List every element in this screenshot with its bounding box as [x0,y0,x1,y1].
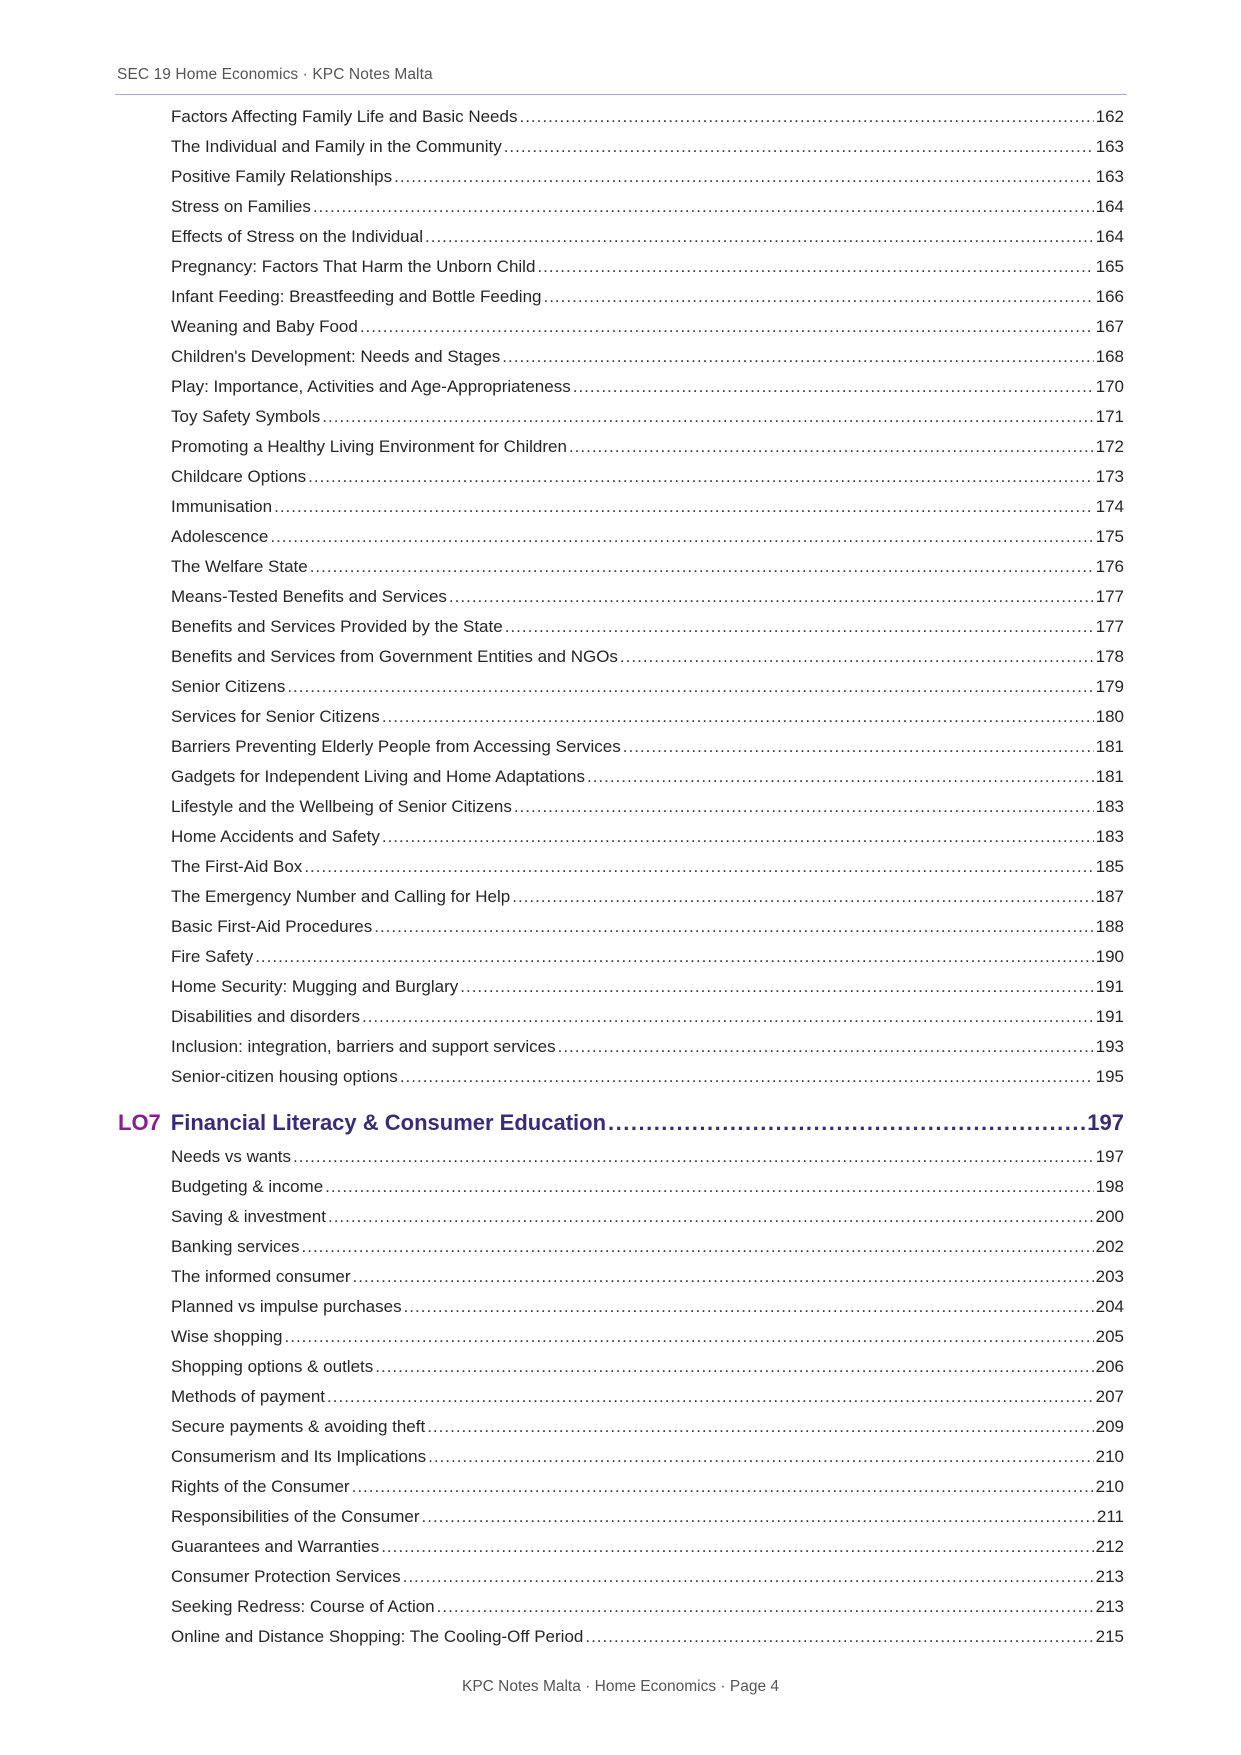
toc-entry-title: Pregnancy: Factors That Harm the Unborn Child [171,257,536,276]
toc-entry-title: Saving & investment [171,1207,326,1226]
toc-entry-title: Senior-citizen housing options [171,1067,398,1086]
toc-entry-page-number: 172 [1095,437,1124,456]
dot-leader [313,196,1094,218]
toc-entry[interactable] [0,526,1241,556]
dot-leader [382,826,1094,848]
toc-entry[interactable] [0,946,1241,976]
toc-entry-page-number: 195 [1095,1067,1124,1086]
toc-entry-title: Disabilities and disorders [171,1007,360,1026]
toc-entry-page-number: 198 [1095,1177,1124,1196]
toc-entry-title: Stress on Families [171,197,311,216]
toc-entry[interactable] [0,1356,1241,1386]
toc-entry-title: Benefits and Services Provided by the State [171,617,503,636]
toc-entry-title: Means-Tested Benefits and Services [171,587,447,606]
toc-entry[interactable] [0,226,1241,256]
toc-entry-page-number: 213 [1095,1567,1124,1586]
dot-leader [310,556,1094,578]
toc-entry[interactable] [0,766,1241,796]
header-divider [115,94,1127,95]
toc-section-heading-lo7[interactable] [0,1112,1241,1146]
toc-entry-page-number: 211 [1096,1507,1124,1526]
dot-leader [623,736,1094,758]
table-of-contents [0,106,1241,1656]
toc-entry-title: Banking services [171,1237,300,1256]
toc-entry-title: Guarantees and Warranties [171,1537,380,1556]
toc-entry-page-number: 202 [1095,1237,1124,1256]
toc-entry-page-number: 190 [1095,947,1124,966]
toc-entry[interactable] [0,346,1241,376]
dot-leader [400,1066,1094,1088]
toc-entry[interactable] [0,556,1241,586]
toc-entry-title: Childcare Options [171,467,307,486]
dot-leader [437,1596,1094,1618]
toc-entry-page-number: 164 [1095,227,1124,246]
toc-entry-title: The Emergency Number and Calling for Help [171,887,511,906]
toc-entry[interactable] [0,1596,1241,1626]
toc-entry[interactable] [0,646,1241,676]
toc-entry-title: Consumerism and Its Implications [171,1447,427,1466]
toc-entry-title: Senior Citizens [171,677,286,696]
toc-entry-title: Toy Safety Symbols [171,407,321,426]
dot-leader [449,586,1094,608]
toc-entry[interactable] [0,376,1241,406]
dot-leader [274,496,1094,518]
toc-entry[interactable] [0,1176,1241,1206]
dot-leader [502,346,1093,368]
toc-entry-title: Weaning and Baby Food [171,317,358,336]
toc-entry[interactable] [0,616,1241,646]
dot-leader [428,1446,1094,1468]
toc-entry-page-number: 210 [1095,1477,1124,1496]
section-code: LO7 [118,1110,161,1135]
page-header: SEC 19 Home Economics · KPC Notes Malta [117,66,433,83]
toc-entry-title: Children's Development: Needs and Stages [171,347,501,366]
toc-entry-page-number: 163 [1095,137,1124,156]
toc-entry-title: Services for Senior Citizens [171,707,380,726]
toc-entry-page-number: 177 [1095,617,1124,636]
toc-entry-page-number: 171 [1095,407,1124,426]
toc-entry-title: Home Accidents and Safety [171,827,380,846]
dot-leader [394,166,1094,188]
toc-entry-page-number: 163 [1095,167,1124,186]
dot-leader [460,976,1093,998]
toc-entry-title: The First-Aid Box [171,857,303,876]
toc-entry-page-number: 183 [1095,827,1124,846]
dot-leader [293,1146,1094,1168]
toc-entry[interactable] [0,856,1241,886]
dot-leader [585,1626,1093,1648]
toc-entry-page-number: 203 [1095,1267,1124,1286]
toc-entry-title: Wise shopping [171,1327,283,1346]
toc-entry-page-number: 212 [1095,1537,1124,1556]
toc-entry-title: Immunisation [171,497,273,516]
dot-leader [362,1006,1094,1028]
toc-entry-page-number: 188 [1095,917,1124,936]
toc-entry[interactable] [0,106,1241,136]
toc-entry-page-number: 209 [1095,1417,1124,1436]
toc-entry-page-number: 187 [1095,887,1124,906]
dot-leader [325,1176,1093,1198]
toc-entry[interactable] [0,1446,1241,1476]
toc-entry[interactable] [0,256,1241,286]
toc-entry[interactable] [0,496,1241,526]
dot-leader [270,526,1093,548]
toc-entry-title: Home Security: Mugging and Burglary [171,977,459,996]
toc-entry[interactable] [0,1266,1241,1296]
toc-entry[interactable] [0,286,1241,316]
toc-entry-title: Consumer Protection Services [171,1567,401,1586]
toc-entry-page-number: 210 [1095,1447,1124,1466]
toc-entry[interactable] [0,1566,1241,1596]
toc-entry[interactable] [0,1066,1241,1096]
toc-entry-page-number: 215 [1095,1627,1124,1646]
dot-leader [381,1536,1093,1558]
dot-leader [587,766,1094,788]
dot-leader [255,946,1093,968]
section-page-number: 197 [1087,1110,1124,1135]
toc-entry-title: Basic First-Aid Procedures [171,917,373,936]
dot-leader [304,856,1093,878]
toc-entry-page-number: 206 [1095,1357,1124,1376]
toc-entry-page-number: 181 [1095,767,1124,786]
toc-entry[interactable] [0,1416,1241,1446]
dot-leader [352,1476,1094,1498]
toc-entry[interactable] [0,916,1241,946]
toc-entry-title: Secure payments & avoiding theft [171,1417,426,1436]
toc-entry[interactable] [0,136,1241,166]
dot-leader [422,1506,1095,1528]
toc-entry-title: Shopping options & outlets [171,1357,374,1376]
dot-leader [322,406,1093,428]
toc-entry-title: Inclusion: integration, barriers and support services [171,1037,556,1056]
dot-leader [308,466,1094,488]
toc-entry-title: The informed consumer [171,1267,351,1286]
toc-entries-lo6 [0,106,1241,1096]
dot-leader [328,1206,1094,1228]
toc-entry-page-number: 183 [1095,797,1124,816]
dot-leader [302,1236,1094,1258]
toc-entry-title: Online and Distance Shopping: The Cooling-Off Period [171,1627,584,1646]
toc-entry-page-number: 176 [1095,557,1124,576]
dot-leader [425,226,1094,248]
toc-entry-title: The Individual and Family in the Community [171,137,502,156]
toc-entry-title: Effects of Stress on the Individual [171,227,423,246]
toc-entry-title: Fire Safety [171,947,254,966]
dot-leader [519,106,1093,128]
toc-entry-page-number: 175 [1095,527,1124,546]
dot-leader [620,646,1094,668]
dot-leader [512,886,1093,908]
toc-entry[interactable] [0,406,1241,436]
toc-entry-page-number: 179 [1095,677,1124,696]
toc-entry-title: Budgeting & income [171,1177,324,1196]
toc-entry[interactable] [0,976,1241,1006]
toc-entry-page-number: 204 [1095,1297,1124,1316]
toc-entry[interactable] [0,436,1241,466]
dot-leader [327,1386,1094,1408]
dot-leader [537,256,1093,278]
dot-leader [558,1036,1094,1058]
toc-entry-title: Methods of payment [171,1387,326,1406]
toc-entry[interactable] [0,1476,1241,1506]
toc-entry[interactable] [0,1626,1241,1656]
toc-entry-title: Barriers Preventing Elderly People from Accessing Services [171,737,621,756]
toc-entry[interactable] [0,1006,1241,1036]
page-footer: KPC Notes Malta · Home Economics · Page 4 [461,1678,779,1695]
toc-entry-title: Lifestyle and the Wellbeing of Senior Citizens [171,797,512,816]
toc-entry[interactable] [0,1326,1241,1356]
toc-entry[interactable] [0,1206,1241,1236]
toc-entry-page-number: 191 [1095,1007,1124,1026]
dot-leader [382,706,1094,728]
toc-entry-page-number: 180 [1095,707,1124,726]
toc-entry[interactable] [0,466,1241,496]
toc-entry-title: Responsibilities of the Consumer [171,1507,420,1526]
toc-entry[interactable] [0,1386,1241,1416]
toc-entry-title: Needs vs wants [171,1147,291,1166]
toc-entry[interactable] [0,736,1241,766]
toc-entry-title: Rights of the Consumer [171,1477,350,1496]
dot-leader [285,1326,1094,1348]
toc-entry[interactable] [0,796,1241,826]
toc-entry[interactable] [0,1296,1241,1326]
toc-entry-title: Adolescence [171,527,269,546]
toc-entry-page-number: 164 [1095,197,1124,216]
toc-entry-title: Promoting a Healthy Living Environment for Children [171,437,567,456]
toc-entry[interactable] [0,1536,1241,1566]
dot-leader [504,136,1094,158]
toc-entry-page-number: 213 [1095,1597,1124,1616]
toc-entry-page-number: 167 [1095,317,1124,336]
toc-entry[interactable] [0,316,1241,346]
dot-leader [375,1356,1093,1378]
toc-entry-title: Infant Feeding: Breastfeeding and Bottle Feeding [171,287,542,306]
dot-leader [514,796,1094,818]
toc-entry-page-number: 205 [1095,1327,1124,1346]
toc-entry-page-number: 178 [1095,647,1124,666]
toc-entry-title: Gadgets for Independent Living and Home Adaptations [171,767,585,786]
section-title: Financial Literacy & Consumer Education [170,1110,607,1135]
toc-entry[interactable] [0,166,1241,196]
dot-leader [573,376,1094,398]
toc-entry-title: Planned vs impulse purchases [171,1297,402,1316]
toc-entry[interactable] [0,886,1241,916]
dot-leader [404,1296,1094,1318]
toc-entry-title: Factors Affecting Family Life and Basic Needs [171,107,518,126]
toc-entry-page-number: 165 [1095,257,1124,276]
toc-entry[interactable] [0,196,1241,226]
toc-entry-page-number: 207 [1095,1387,1124,1406]
toc-entry[interactable] [0,1036,1241,1066]
toc-entry-title: Benefits and Services from Government Entities and NGOs [171,647,618,666]
toc-entry-page-number: 191 [1095,977,1124,996]
toc-entry-page-number: 168 [1095,347,1124,366]
dot-leader [608,1112,1085,1134]
toc-entry-page-number: 185 [1095,857,1124,876]
toc-entry-page-number: 197 [1095,1147,1124,1166]
toc-entry[interactable] [0,1236,1241,1266]
toc-entry-page-number: 162 [1095,107,1124,126]
toc-entry-page-number: 200 [1095,1207,1124,1226]
toc-entry-title: The Welfare State [171,557,308,576]
toc-entry[interactable] [0,706,1241,736]
toc-entry[interactable] [0,586,1241,616]
toc-entry-title: Seeking Redress: Course of Action [171,1597,435,1616]
toc-entry-page-number: 181 [1095,737,1124,756]
dot-leader [427,1416,1093,1438]
dot-leader [569,436,1094,458]
dot-leader [287,676,1093,698]
dot-leader [374,916,1093,938]
toc-entry[interactable] [0,676,1241,706]
toc-entry-title: Positive Family Relationships [171,167,393,186]
toc-entry-page-number: 173 [1095,467,1124,486]
toc-entry-page-number: 170 [1095,377,1124,396]
toc-entry-page-number: 193 [1095,1037,1124,1056]
toc-entry-page-number: 174 [1095,497,1124,516]
dot-leader [543,286,1093,308]
dot-leader [505,616,1094,638]
toc-entry-page-number: 166 [1095,287,1124,306]
toc-entries-lo7 [0,1146,1241,1656]
toc-entry-page-number: 177 [1095,587,1124,606]
toc-entry[interactable] [0,1146,1241,1176]
dot-leader [360,316,1094,338]
toc-entry-title: Play: Importance, Activities and Age-Appropriateness [171,377,571,396]
dot-leader [403,1566,1094,1588]
dot-leader [353,1266,1094,1288]
toc-entry[interactable] [0,1506,1241,1536]
toc-entry[interactable] [0,826,1241,856]
